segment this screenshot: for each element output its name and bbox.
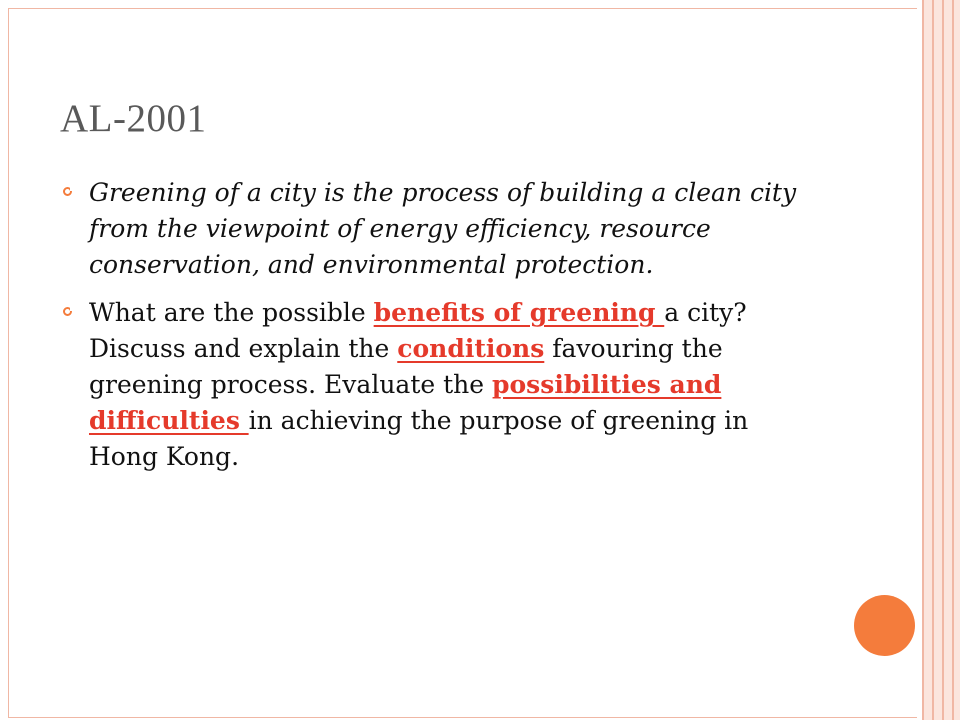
bullet-ring-icon [63, 307, 72, 316]
bullet-list [60, 175, 820, 475]
slide-title: AL-2001 [60, 97, 207, 140]
keyword-possibilities: possibilities and difficulties [89, 370, 722, 435]
keyword-conditions: conditions [397, 334, 545, 363]
question-text-part4: in achieving the purpose of greening in Hong Kong. [89, 406, 749, 471]
decorative-orange-circle [854, 595, 915, 656]
question-text-part3: favouring the greening process. Evaluate the [89, 334, 723, 399]
bullet-item-definition [60, 175, 820, 283]
decorative-stripes [920, 0, 960, 720]
question-text-part1: What are the possible [89, 298, 374, 327]
keyword-benefits: benefits of greening [373, 298, 665, 327]
bullet-item-question [60, 295, 820, 475]
question-text-part2: a city? Discuss and explain the [89, 298, 747, 363]
bullet-ring-icon [63, 187, 72, 196]
definition-text: Greening of a city is the process of building a clean city from the viewpoint of energy efficiency, resource conservation, and environmental protection. [89, 178, 797, 279]
